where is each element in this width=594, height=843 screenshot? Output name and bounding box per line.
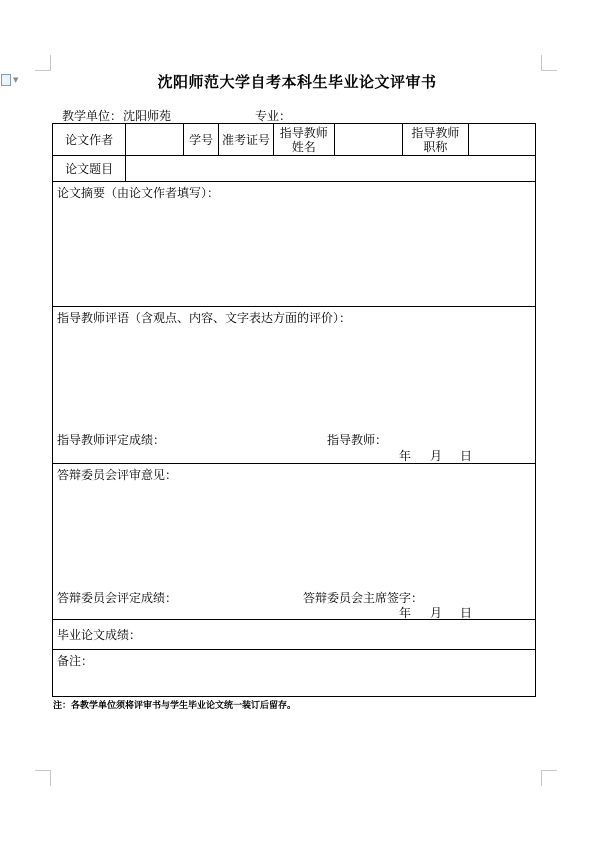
abstract-label: 论文摘要（由论文作者填写）：	[57, 186, 220, 200]
committee-opinion-label: 答辩委员会评审意见：	[57, 468, 178, 482]
crop-mark-top-right	[541, 55, 557, 71]
footnote: 注：各教学单位须将评审书与学生毕业论文统一装订后留存。	[53, 701, 297, 711]
unit-value: 沈阳师苑	[123, 109, 172, 123]
advisor-date-year: 年	[399, 449, 412, 463]
committee-date-day: 日	[460, 606, 473, 620]
advisor-title-field[interactable]	[468, 124, 535, 156]
advisor-comment-label: 指导教师评语（含观点、内容、文字表达方面的评价）：	[57, 311, 352, 325]
advisor-name-label-line2: 姓名	[291, 139, 316, 154]
advisor-name-label	[273, 124, 334, 156]
crop-mark-top-left	[35, 55, 51, 71]
remarks-section[interactable]	[53, 650, 536, 697]
committee-date-year: 年	[399, 606, 412, 620]
major-label: 专业：	[255, 109, 292, 123]
chevron-down-icon: ▼	[13, 76, 19, 84]
advisor-name-field[interactable]	[334, 124, 402, 156]
topic-field[interactable]	[126, 156, 536, 182]
unit-label: 教学单位：	[62, 109, 123, 123]
advisor-date-day: 日	[460, 449, 473, 463]
advisor-grade-label: 指导教师评定成绩：	[57, 433, 166, 447]
remarks-label: 备注：	[57, 654, 94, 668]
advisor-comment-section[interactable]	[53, 307, 536, 464]
abstract-section[interactable]	[53, 182, 536, 307]
exam-no-label: 准考证号	[219, 124, 274, 156]
final-grade-label: 毕业论文成绩：	[57, 628, 142, 642]
advisor-title-label-line1: 指导教师	[411, 125, 460, 140]
committee-opinion-section[interactable]	[53, 464, 536, 620]
advisor-title-label	[402, 124, 468, 156]
advisor-name-label-line1: 指导教师	[279, 125, 328, 140]
advisor-sign-label: 指导教师：	[327, 433, 388, 447]
committee-grade-label: 答辩委员会评定成绩：	[57, 591, 178, 605]
topic-label: 论文题目	[53, 156, 126, 182]
crop-mark-bottom-left	[35, 770, 51, 786]
author-label: 论文作者	[53, 124, 126, 156]
final-grade-section[interactable]	[53, 620, 536, 650]
author-field[interactable]	[126, 124, 184, 156]
student-no-label: 学号	[184, 124, 219, 156]
advisor-date-month: 月	[430, 449, 443, 463]
page-title: 沈阳师范大学自考本科生毕业论文评审书	[157, 73, 437, 91]
advisor-title-label-line2: 职称	[423, 139, 448, 154]
committee-chair-sign-label: 答辩委员会主席签字：	[303, 591, 424, 605]
crop-mark-bottom-right	[541, 770, 557, 786]
review-form-table	[52, 123, 536, 697]
committee-date-month: 月	[430, 606, 443, 620]
